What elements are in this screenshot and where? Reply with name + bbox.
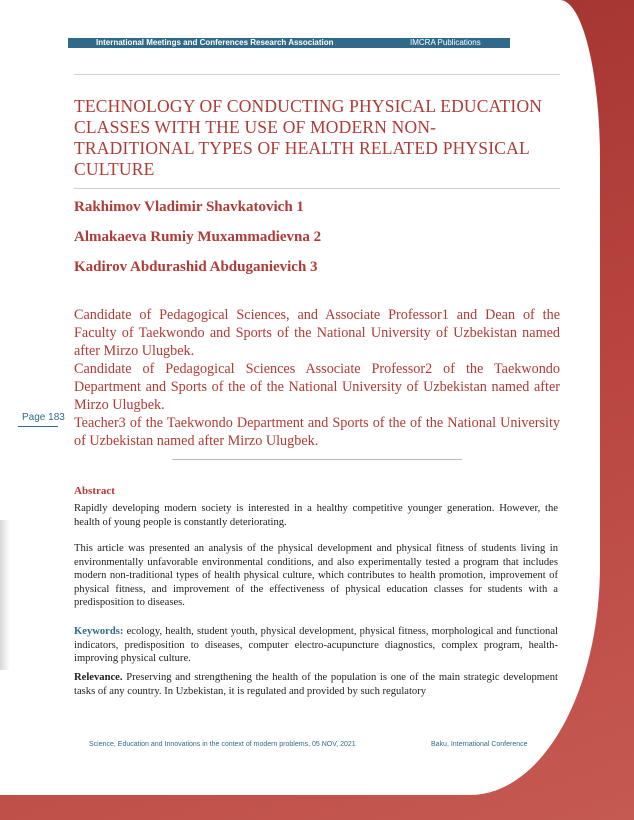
author-2: Almakaeva Rumiy Muxammadievna 2 [74,229,322,245]
keywords-text: ecology, health, student youth, physical development, physical fitness, morphological and functional indicators, predisposition to diseases, computer electro-acupuncture diagnostics, complex program, health-improving physical culture. [74,626,558,664]
paper-title: TECHNOLOGY OF CONDUCTING PHYSICAL EDUCATION CLASSES WITH THE USE OF MODERN NON-TRADITIONAL TYPES OF HEALTH RELATED PHYSICAL CULTURE [74,96,543,179]
page-number: Page 183 [22,412,65,423]
relevance-label: Relevance. [74,672,123,683]
keywords-paragraph [74,625,558,666]
author-3: Kadirov Abdurashid Abduganievich 3 [74,259,318,275]
affiliation-2: Candidate of Pedagogical Sciences Associate Professor2 of the Taekwondo Department and Sports of the of the National University of Uzbekistan named after Mirzo Ulugbek. [74,361,560,413]
footer-right: Baku, International Conference [431,741,528,748]
page-number-rule [18,426,58,427]
header-bar [68,38,510,48]
relevance-paragraph [74,671,558,698]
abstract-paragraph-1: Rapidly developing modern society is interested in a healthy competitive younger generation. However, the health of young people is constantly deteriorating. [74,503,558,528]
footer-left: Science, Education and Innovations in the context of modern problems, 05 NOV, 2021 [89,741,356,748]
title-bottom-rule [74,188,560,189]
abstract-paragraph-2: This article was presented an analysis of the physical development and physical fitness of students living in environmentally unfavorable environmental conditions, and also experimentally tested a program that includes modern non-traditional types of health physical culture, which contributes to health promotion, improvement of physical fitness, and improvement of the effectiveness of physical education classes for students with a predisposition to diseases. [74,543,558,608]
header-org: International Meetings and Conferences Research Association [96,38,334,47]
affiliation-3: Teacher3 of the Taekwondo Department and Sports of the of the National University of Uzbekistan named after Mirzo Ulugbek. [74,415,560,449]
header-publisher: IMCRA Publications [410,38,481,47]
relevance-text: Preserving and strengthening the health of the population is one of the main strategic development tasks of any country. In Uzbekistan, it is regulated and provided by such regulatory [74,672,558,697]
affiliation-1: Candidate of Pedagogical Sciences, and Associate Professor1 and Dean of the Faculty of Taekwondo and Sports of the National University of Uzbekistan named after Mirzo Ulugbek. [74,307,560,359]
affiliation-divider [172,459,462,460]
keywords-label: Keywords: [74,626,124,637]
abstract-heading: Abstract [74,485,115,497]
title-top-rule [74,74,560,75]
author-1: Rakhimov Vladimir Shavkatovich 1 [74,199,304,215]
page-curl-shadow [0,520,10,670]
